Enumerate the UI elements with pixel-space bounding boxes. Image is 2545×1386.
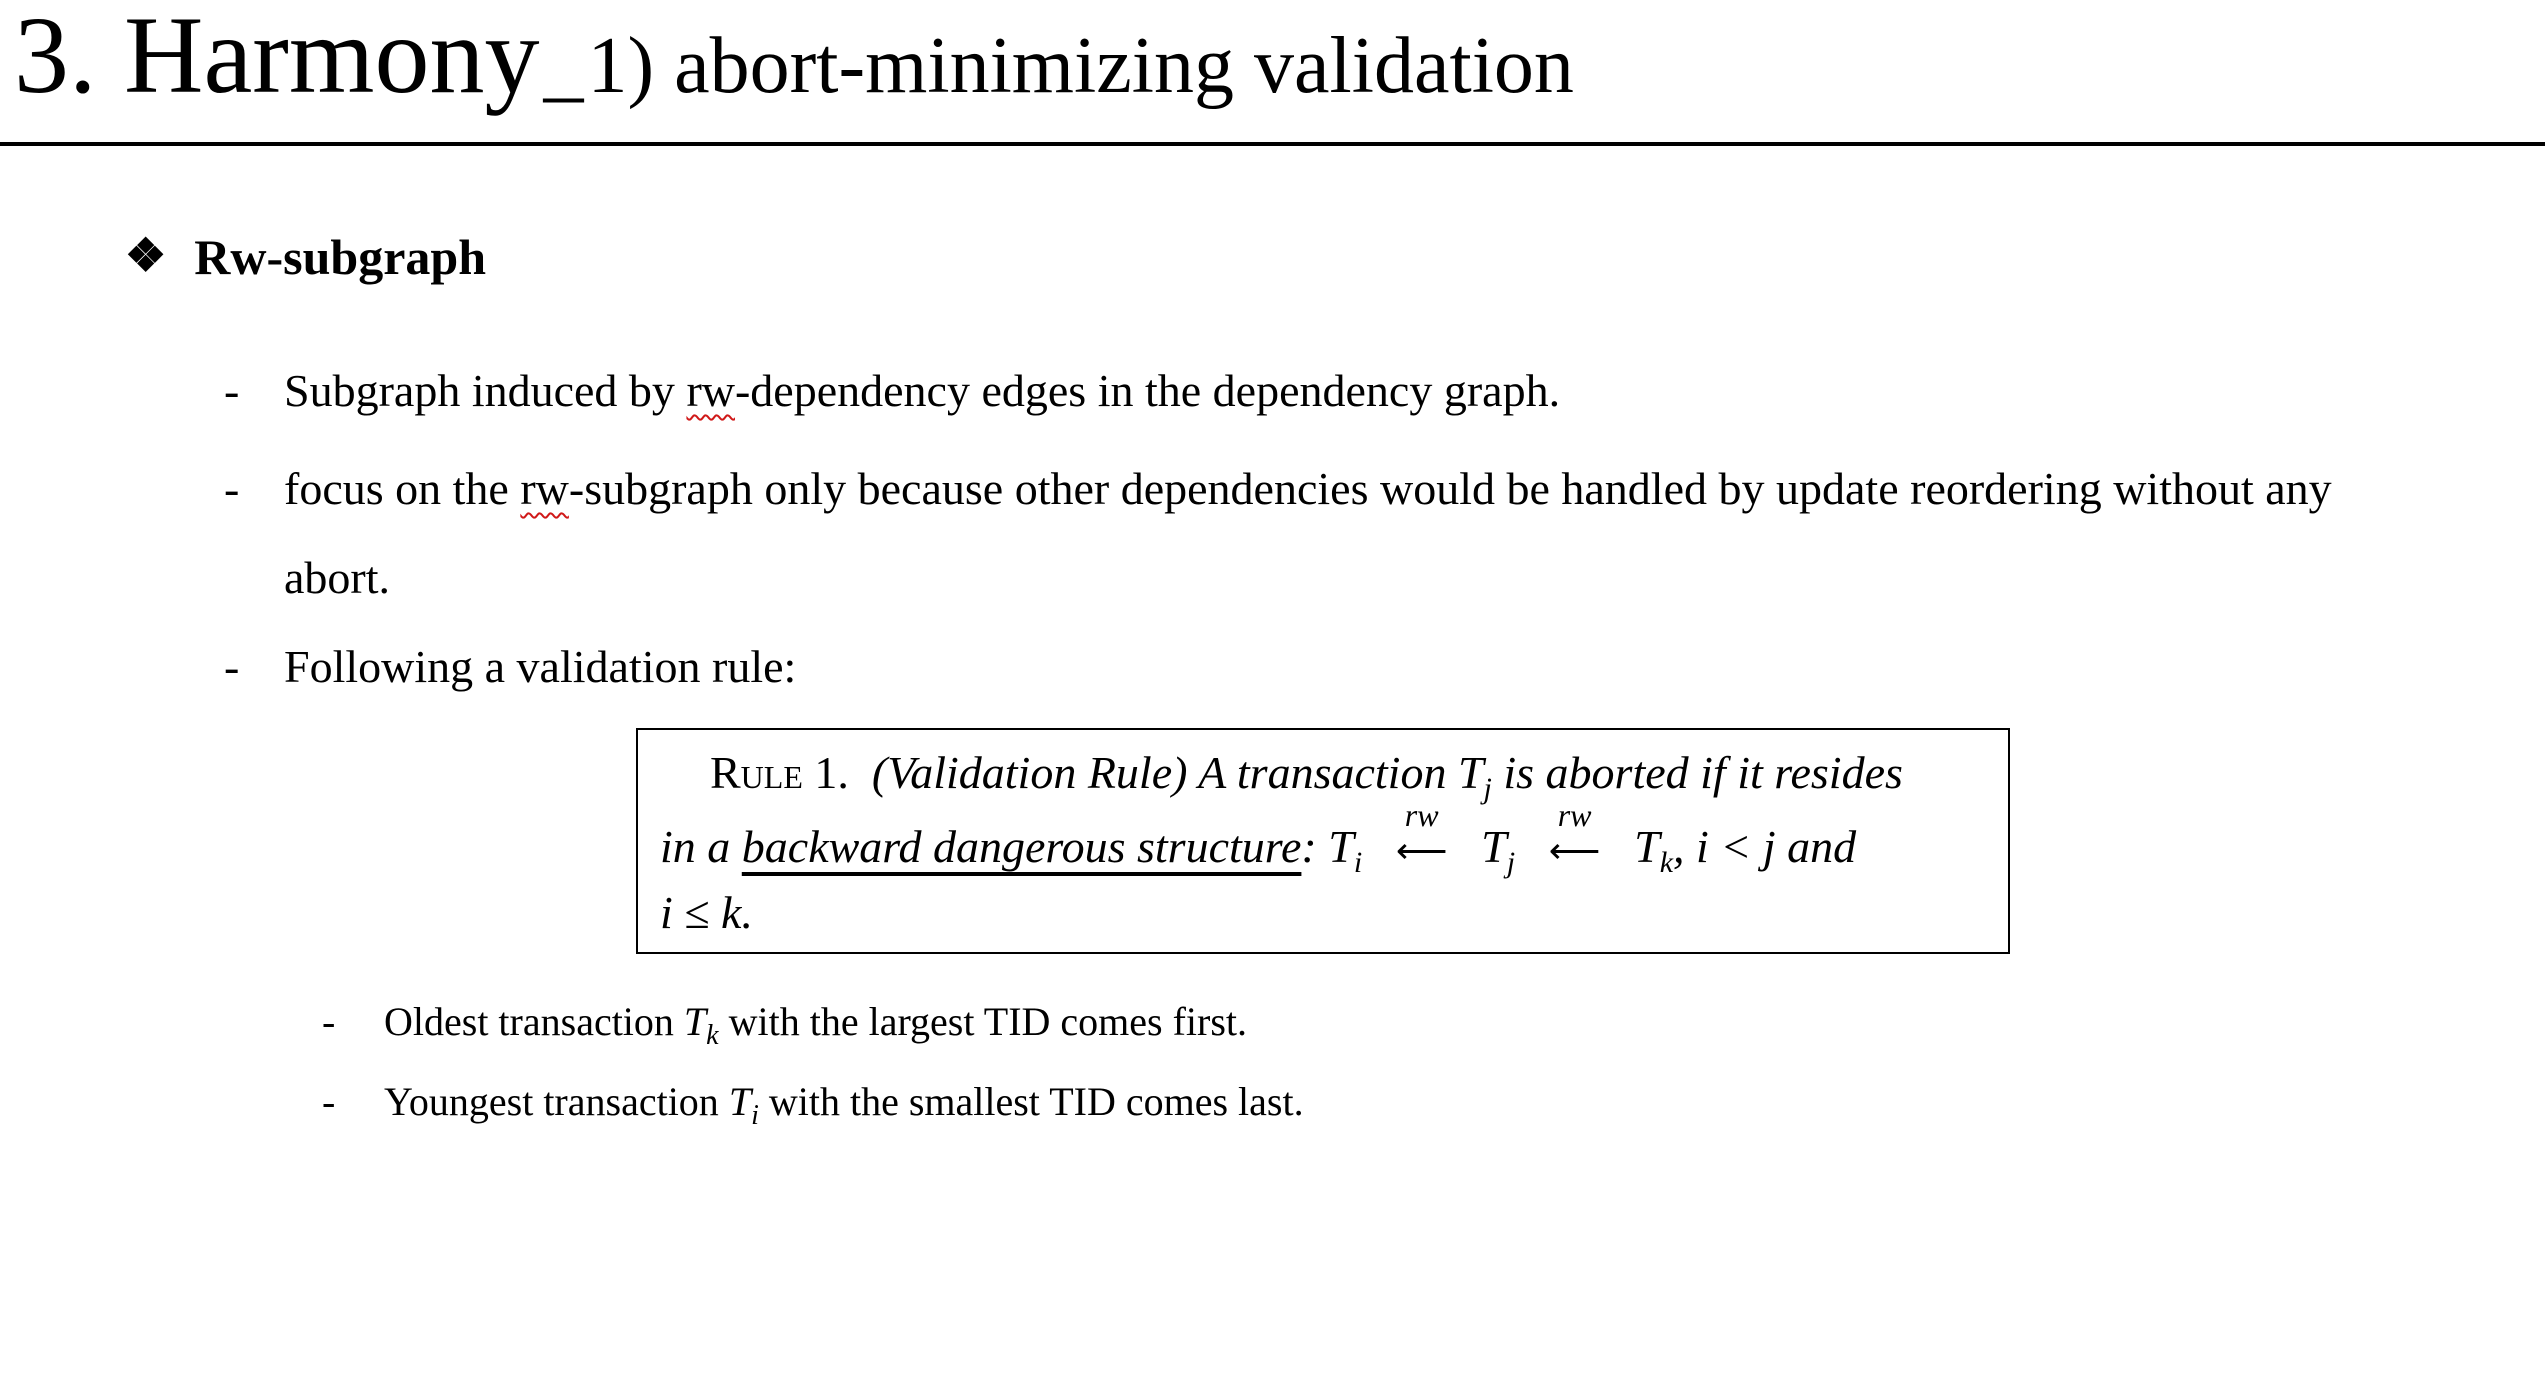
rule-line-2: in a backward dangerous structure: $T_i$ rw ⟵ $T_j$ rw ⟵ $T_k$, i < j and — [660, 797, 1857, 879]
rule-label: Rule 1. — [710, 747, 849, 798]
left-arrow-icon: ⟵ — [1548, 831, 1601, 872]
bullet-text: focus on the rw-subgraph only because other dependencies would be handled by update reordering without any — [284, 463, 2332, 514]
left-arrow-icon: ⟵ — [1395, 831, 1448, 872]
bullet-dash: - — [224, 641, 240, 692]
rule-line-3: i ≤ k. — [660, 887, 753, 938]
bullet-text: Following a validation rule: — [284, 641, 797, 692]
sub-bullet-text: Oldest transaction $T_k$ with the largest TID comes first. — [384, 999, 1248, 1051]
rw-arrow: rw ⟵ — [1382, 831, 1462, 871]
bullet-text: Subgraph induced by rw-dependency edges in the dependency graph. — [284, 365, 1561, 416]
sub-bullet-text: Youngest transaction $T_i$ with the smallest TID comes last. — [384, 1079, 1304, 1131]
rw-arrow: rw ⟵ — [1535, 831, 1615, 871]
title-separator: _ — [543, 22, 584, 110]
sub-bullet-dash: - — [322, 1079, 336, 1124]
title-divider — [0, 142, 2545, 146]
rule-line-1: Rule 1. (Validation Rule) A transaction $T_j$ is aborted if it resides — [710, 747, 1903, 805]
spellcheck-marked-word: rw — [686, 365, 735, 416]
bullet-dash: - — [224, 365, 240, 416]
validation-rule-box — [636, 728, 2010, 954]
sub-bullet-dash: - — [322, 999, 336, 1044]
title-subtitle: 1) abort-minimizing validation — [587, 22, 1574, 110]
bullet-dash: - — [224, 463, 240, 514]
bullet-continuation: abort. — [284, 552, 391, 603]
title-main: 3. Harmony — [14, 0, 540, 116]
section-heading-text: Rw-subgraph — [194, 229, 486, 285]
section-heading — [125, 229, 486, 285]
underlined-term: backward dangerous structure — [741, 821, 1302, 872]
spellcheck-marked-word: rw — [520, 463, 569, 514]
slide-title — [14, 0, 1574, 116]
diamond-bullet-icon: ❖ — [125, 230, 167, 281]
